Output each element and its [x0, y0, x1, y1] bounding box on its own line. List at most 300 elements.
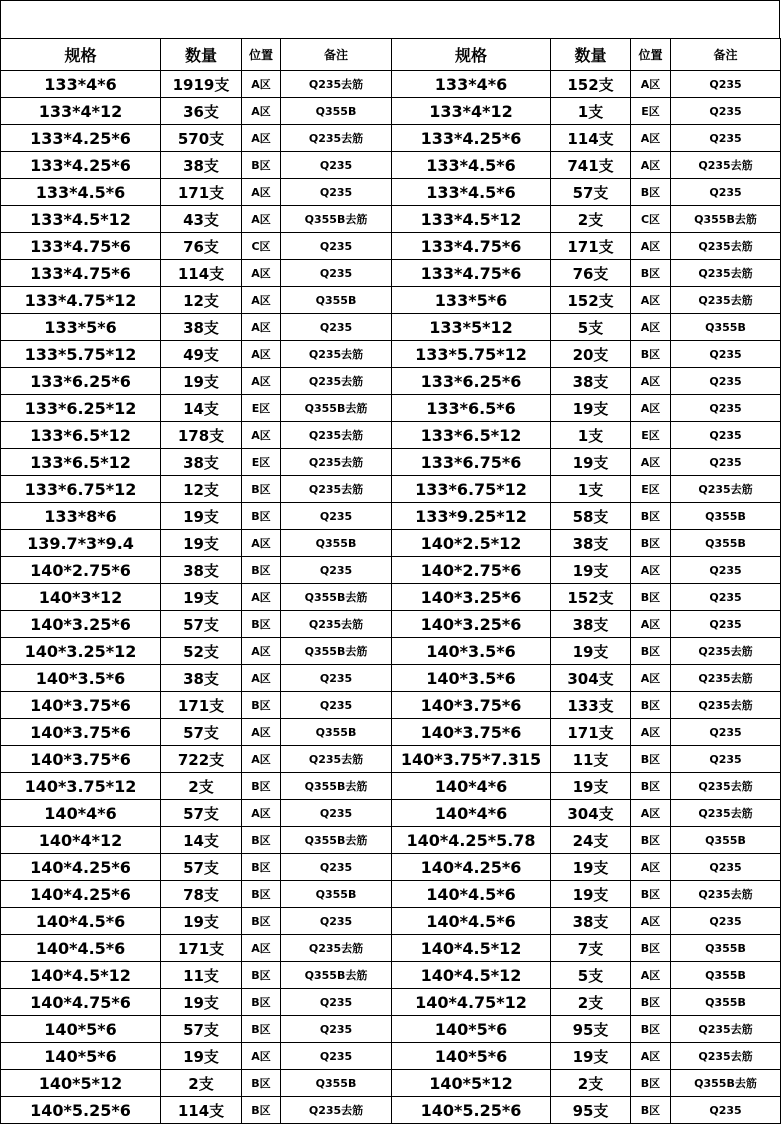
spec-cell-left: 140*4.5*12 [1, 962, 161, 989]
quantity-cell-right: 57支 [551, 179, 631, 206]
position-cell-right: A区 [631, 611, 671, 638]
spec-cell-right: 133*4.5*6 [392, 152, 551, 179]
note-cell-left: Q235 [281, 665, 392, 692]
note-cell-left: Q235去筋 [281, 422, 392, 449]
position-cell-left: A区 [242, 206, 281, 233]
table-row [1, 287, 781, 314]
quantity-cell-left: 12支 [161, 476, 242, 503]
note-cell-right: Q355B去筋 [671, 1070, 781, 1097]
position-cell-left: B区 [242, 854, 281, 881]
spec-cell-right: 133*9.25*12 [392, 503, 551, 530]
note-cell-left: Q235 [281, 260, 392, 287]
spec-cell-left: 140*4.25*6 [1, 881, 161, 908]
spec-cell-left: 140*2.75*6 [1, 557, 161, 584]
table-row [1, 530, 781, 557]
quantity-cell-right: 19支 [551, 773, 631, 800]
note-cell-right: Q235 [671, 395, 781, 422]
note-cell-right: Q235 [671, 341, 781, 368]
position-cell-right: A区 [631, 908, 671, 935]
position-cell-left: B区 [242, 989, 281, 1016]
position-cell-right: A区 [631, 314, 671, 341]
note-cell-left: Q235 [281, 1016, 392, 1043]
position-cell-left: A区 [242, 341, 281, 368]
note-cell-right: Q355B [671, 530, 781, 557]
table-row [1, 638, 781, 665]
quantity-cell-left: 19支 [161, 584, 242, 611]
spec-cell-right: 140*4*6 [392, 800, 551, 827]
position-cell-left: A区 [242, 935, 281, 962]
header-spec-left: 规格 [1, 39, 161, 71]
quantity-cell-left: 19支 [161, 368, 242, 395]
position-cell-right: E区 [631, 422, 671, 449]
note-cell-left: Q235去筋 [281, 449, 392, 476]
table-row [1, 557, 781, 584]
quantity-cell-right: 171支 [551, 719, 631, 746]
quantity-cell-left: 38支 [161, 557, 242, 584]
spec-cell-right: 133*4.75*6 [392, 233, 551, 260]
spec-cell-left: 140*4*6 [1, 800, 161, 827]
spec-cell-left: 140*4*12 [1, 827, 161, 854]
note-cell-right: Q235 [671, 584, 781, 611]
table-row [1, 233, 781, 260]
position-cell-left: A区 [242, 584, 281, 611]
note-cell-left: Q355B去筋 [281, 395, 392, 422]
position-cell-left: A区 [242, 179, 281, 206]
note-cell-right: Q235 [671, 71, 781, 98]
position-cell-right: B区 [631, 935, 671, 962]
position-cell-left: A区 [242, 638, 281, 665]
note-cell-left: Q355B [281, 1070, 392, 1097]
quantity-cell-right: 19支 [551, 638, 631, 665]
note-cell-left: Q355B [281, 98, 392, 125]
spec-cell-left: 133*4.25*6 [1, 125, 161, 152]
position-cell-right: B区 [631, 1097, 671, 1124]
quantity-cell-left: 570支 [161, 125, 242, 152]
note-cell-right: Q355B [671, 989, 781, 1016]
note-cell-right: Q355B [671, 935, 781, 962]
quantity-cell-left: 2支 [161, 1070, 242, 1097]
spec-cell-right: 140*5*12 [392, 1070, 551, 1097]
inventory-table [0, 38, 781, 1124]
quantity-cell-left: 722支 [161, 746, 242, 773]
quantity-cell-right: 11支 [551, 746, 631, 773]
note-cell-left: Q235去筋 [281, 341, 392, 368]
quantity-cell-left: 36支 [161, 98, 242, 125]
position-cell-right: A区 [631, 719, 671, 746]
spec-cell-right: 133*5*6 [392, 287, 551, 314]
position-cell-right: B区 [631, 827, 671, 854]
quantity-cell-right: 19支 [551, 449, 631, 476]
note-cell-left: Q355B [281, 881, 392, 908]
spec-cell-right: 140*3.75*6 [392, 692, 551, 719]
spec-cell-left: 133*4.75*12 [1, 287, 161, 314]
spec-cell-left: 140*3.75*6 [1, 746, 161, 773]
spec-cell-left: 140*3.75*6 [1, 719, 161, 746]
note-cell-right: Q235 [671, 449, 781, 476]
spec-cell-right: 140*4.75*12 [392, 989, 551, 1016]
quantity-cell-left: 2支 [161, 773, 242, 800]
quantity-cell-right: 304支 [551, 800, 631, 827]
position-cell-left: A区 [242, 368, 281, 395]
spec-cell-left: 140*3.25*6 [1, 611, 161, 638]
table-row [1, 422, 781, 449]
note-cell-right: Q235 [671, 854, 781, 881]
spec-cell-left: 133*4.5*6 [1, 179, 161, 206]
note-cell-left: Q235 [281, 800, 392, 827]
note-cell-right: Q235去筋 [671, 260, 781, 287]
spec-cell-left: 140*3.75*6 [1, 692, 161, 719]
quantity-cell-left: 14支 [161, 827, 242, 854]
header-qty-right: 数量 [551, 39, 631, 71]
quantity-cell-left: 1919支 [161, 71, 242, 98]
note-cell-left: Q355B去筋 [281, 962, 392, 989]
quantity-cell-right: 19支 [551, 395, 631, 422]
spec-cell-left: 133*5.75*12 [1, 341, 161, 368]
position-cell-right: B区 [631, 746, 671, 773]
spec-cell-right: 140*3.5*6 [392, 638, 551, 665]
position-cell-right: B区 [631, 260, 671, 287]
spec-cell-right: 140*3.75*6 [392, 719, 551, 746]
table-row [1, 260, 781, 287]
spec-cell-left: 133*6.5*12 [1, 422, 161, 449]
spec-cell-right: 140*4.5*6 [392, 908, 551, 935]
quantity-cell-right: 741支 [551, 152, 631, 179]
quantity-cell-left: 49支 [161, 341, 242, 368]
header-qty-left: 数量 [161, 39, 242, 71]
note-cell-left: Q355B去筋 [281, 773, 392, 800]
position-cell-right: A区 [631, 557, 671, 584]
table-row [1, 368, 781, 395]
table-row [1, 854, 781, 881]
table-row [1, 449, 781, 476]
quantity-cell-left: 78支 [161, 881, 242, 908]
position-cell-right: B区 [631, 530, 671, 557]
position-cell-right: A区 [631, 71, 671, 98]
table-row [1, 314, 781, 341]
note-cell-left: Q235 [281, 557, 392, 584]
table-row [1, 881, 781, 908]
table-row [1, 746, 781, 773]
spec-cell-left: 140*3.75*12 [1, 773, 161, 800]
quantity-cell-right: 171支 [551, 233, 631, 260]
quantity-cell-right: 76支 [551, 260, 631, 287]
table-row [1, 476, 781, 503]
quantity-cell-left: 19支 [161, 908, 242, 935]
quantity-cell-right: 38支 [551, 908, 631, 935]
table-row [1, 1043, 781, 1070]
header-spec-right: 规格 [392, 39, 551, 71]
spec-cell-right: 133*4*12 [392, 98, 551, 125]
spec-cell-right: 133*4.75*6 [392, 260, 551, 287]
position-cell-right: A区 [631, 125, 671, 152]
table-row [1, 1016, 781, 1043]
position-cell-right: A区 [631, 233, 671, 260]
note-cell-left: Q235 [281, 503, 392, 530]
position-cell-left: A区 [242, 530, 281, 557]
note-cell-right: Q235去筋 [671, 638, 781, 665]
position-cell-left: A区 [242, 422, 281, 449]
note-cell-left: Q355B [281, 719, 392, 746]
note-cell-left: Q235去筋 [281, 368, 392, 395]
note-cell-right: Q235 [671, 746, 781, 773]
quantity-cell-right: 24支 [551, 827, 631, 854]
table-row [1, 503, 781, 530]
quantity-cell-left: 14支 [161, 395, 242, 422]
note-cell-left: Q235 [281, 1043, 392, 1070]
spec-cell-left: 133*4*12 [1, 98, 161, 125]
spec-cell-left: 133*4.75*6 [1, 260, 161, 287]
quantity-cell-right: 5支 [551, 314, 631, 341]
note-cell-left: Q235 [281, 854, 392, 881]
quantity-cell-left: 38支 [161, 314, 242, 341]
position-cell-left: A区 [242, 719, 281, 746]
note-cell-right: Q235 [671, 1097, 781, 1124]
position-cell-right: A区 [631, 1043, 671, 1070]
quantity-cell-right: 152支 [551, 71, 631, 98]
position-cell-left: A区 [242, 800, 281, 827]
position-cell-left: B区 [242, 1070, 281, 1097]
quantity-cell-right: 304支 [551, 665, 631, 692]
spec-cell-right: 133*4.5*6 [392, 179, 551, 206]
table-row [1, 179, 781, 206]
note-cell-left: Q235去筋 [281, 935, 392, 962]
quantity-cell-left: 178支 [161, 422, 242, 449]
quantity-cell-right: 133支 [551, 692, 631, 719]
quantity-cell-left: 38支 [161, 152, 242, 179]
quantity-cell-left: 171支 [161, 935, 242, 962]
note-cell-left: Q355B [281, 287, 392, 314]
spec-cell-right: 133*5*12 [392, 314, 551, 341]
note-cell-left: Q235去筋 [281, 71, 392, 98]
spec-cell-left: 140*5*6 [1, 1016, 161, 1043]
note-cell-left: Q235 [281, 692, 392, 719]
header-pos-right: 位置 [631, 39, 671, 71]
header-row [1, 39, 781, 71]
spec-cell-right: 140*4.25*5.78 [392, 827, 551, 854]
spec-cell-left: 133*6.25*12 [1, 395, 161, 422]
position-cell-left: A区 [242, 314, 281, 341]
table-row [1, 1070, 781, 1097]
note-cell-right: Q235 [671, 98, 781, 125]
position-cell-left: B区 [242, 692, 281, 719]
note-cell-right: Q355B [671, 503, 781, 530]
spec-cell-left: 140*5*12 [1, 1070, 161, 1097]
position-cell-left: B区 [242, 827, 281, 854]
spec-cell-right: 140*3.75*7.315 [392, 746, 551, 773]
position-cell-left: B区 [242, 773, 281, 800]
quantity-cell-left: 76支 [161, 233, 242, 260]
note-cell-right: Q235去筋 [671, 233, 781, 260]
note-cell-left: Q235 [281, 908, 392, 935]
spec-cell-right: 140*2.75*6 [392, 557, 551, 584]
table-row [1, 665, 781, 692]
quantity-cell-left: 171支 [161, 692, 242, 719]
table-row [1, 395, 781, 422]
table-row [1, 611, 781, 638]
position-cell-left: C区 [242, 233, 281, 260]
quantity-cell-right: 152支 [551, 287, 631, 314]
quantity-cell-right: 95支 [551, 1016, 631, 1043]
quantity-cell-right: 114支 [551, 125, 631, 152]
quantity-cell-left: 114支 [161, 1097, 242, 1124]
spec-cell-right: 133*6.25*6 [392, 368, 551, 395]
note-cell-left: Q235 [281, 314, 392, 341]
spec-cell-left: 140*3*12 [1, 584, 161, 611]
position-cell-right: A区 [631, 395, 671, 422]
note-cell-left: Q235去筋 [281, 611, 392, 638]
spec-cell-right: 140*5*6 [392, 1016, 551, 1043]
position-cell-right: B区 [631, 638, 671, 665]
quantity-cell-right: 1支 [551, 422, 631, 449]
table-row [1, 800, 781, 827]
note-cell-left: Q235去筋 [281, 125, 392, 152]
position-cell-left: B区 [242, 503, 281, 530]
spec-cell-left: 140*4.75*6 [1, 989, 161, 1016]
note-cell-left: Q235 [281, 233, 392, 260]
table-row [1, 962, 781, 989]
header-note-left: 备注 [281, 39, 392, 71]
position-cell-right: B区 [631, 692, 671, 719]
position-cell-right: B区 [631, 773, 671, 800]
note-cell-right: Q235 [671, 179, 781, 206]
position-cell-left: B区 [242, 1097, 281, 1124]
spec-cell-right: 133*6.75*12 [392, 476, 551, 503]
quantity-cell-right: 38支 [551, 530, 631, 557]
position-cell-right: B区 [631, 1070, 671, 1097]
note-cell-right: Q235去筋 [671, 476, 781, 503]
table-row [1, 341, 781, 368]
note-cell-right: Q355B [671, 962, 781, 989]
position-cell-right: B区 [631, 881, 671, 908]
position-cell-left: A区 [242, 125, 281, 152]
quantity-cell-right: 5支 [551, 962, 631, 989]
quantity-cell-left: 57支 [161, 1016, 242, 1043]
spec-cell-left: 133*6.75*12 [1, 476, 161, 503]
table-row [1, 773, 781, 800]
quantity-cell-left: 114支 [161, 260, 242, 287]
header-note-right: 备注 [671, 39, 781, 71]
quantity-cell-left: 38支 [161, 665, 242, 692]
spec-cell-left: 133*5*6 [1, 314, 161, 341]
position-cell-right: A区 [631, 800, 671, 827]
table-row [1, 152, 781, 179]
table-row [1, 692, 781, 719]
note-cell-left: Q355B [281, 530, 392, 557]
table-row [1, 206, 781, 233]
spec-cell-left: 133*6.25*6 [1, 368, 161, 395]
position-cell-right: A区 [631, 152, 671, 179]
note-cell-right: Q235去筋 [671, 692, 781, 719]
note-cell-right: Q235 [671, 422, 781, 449]
position-cell-left: A区 [242, 98, 281, 125]
position-cell-left: B区 [242, 611, 281, 638]
spec-cell-left: 133*4.75*6 [1, 233, 161, 260]
table-row [1, 71, 781, 98]
quantity-cell-left: 19支 [161, 1043, 242, 1070]
quantity-cell-right: 58支 [551, 503, 631, 530]
quantity-cell-right: 20支 [551, 341, 631, 368]
position-cell-right: B区 [631, 584, 671, 611]
note-cell-right: Q235去筋 [671, 1043, 781, 1070]
note-cell-right: Q235 [671, 719, 781, 746]
spec-cell-right: 133*4*6 [392, 71, 551, 98]
spec-cell-left: 140*4.5*6 [1, 908, 161, 935]
spec-cell-left: 140*3.25*12 [1, 638, 161, 665]
position-cell-left: B区 [242, 476, 281, 503]
table-row [1, 989, 781, 1016]
position-cell-right: A区 [631, 449, 671, 476]
table-row [1, 125, 781, 152]
table-row [1, 719, 781, 746]
table-row [1, 827, 781, 854]
position-cell-left: A区 [242, 287, 281, 314]
note-cell-right: Q235去筋 [671, 881, 781, 908]
spec-cell-right: 140*4.25*6 [392, 854, 551, 881]
spec-cell-right: 133*6.5*6 [392, 395, 551, 422]
note-cell-left: Q235去筋 [281, 1097, 392, 1124]
note-cell-left: Q235去筋 [281, 746, 392, 773]
quantity-cell-left: 19支 [161, 503, 242, 530]
position-cell-left: A区 [242, 260, 281, 287]
quantity-cell-left: 11支 [161, 962, 242, 989]
note-cell-right: Q235 [671, 368, 781, 395]
position-cell-right: B区 [631, 503, 671, 530]
position-cell-left: B区 [242, 962, 281, 989]
position-cell-right: A区 [631, 962, 671, 989]
quantity-cell-right: 38支 [551, 611, 631, 638]
spec-cell-right: 140*5*6 [392, 1043, 551, 1070]
quantity-cell-right: 7支 [551, 935, 631, 962]
quantity-cell-right: 19支 [551, 1043, 631, 1070]
spec-cell-right: 133*6.5*12 [392, 422, 551, 449]
spec-cell-left: 139.7*3*9.4 [1, 530, 161, 557]
position-cell-right: E区 [631, 98, 671, 125]
note-cell-right: Q235去筋 [671, 287, 781, 314]
spec-cell-right: 133*4.5*12 [392, 206, 551, 233]
position-cell-right: A区 [631, 665, 671, 692]
note-cell-right: Q235去筋 [671, 152, 781, 179]
spec-cell-left: 140*4.25*6 [1, 854, 161, 881]
spec-cell-right: 140*5.25*6 [392, 1097, 551, 1124]
quantity-cell-right: 2支 [551, 1070, 631, 1097]
spec-cell-right: 140*3.25*6 [392, 611, 551, 638]
position-cell-right: C区 [631, 206, 671, 233]
spec-cell-right: 140*3.5*6 [392, 665, 551, 692]
note-cell-right: Q235去筋 [671, 773, 781, 800]
quantity-cell-left: 19支 [161, 530, 242, 557]
spec-cell-right: 133*5.75*12 [392, 341, 551, 368]
quantity-cell-right: 2支 [551, 206, 631, 233]
quantity-cell-left: 12支 [161, 287, 242, 314]
note-cell-left: Q355B去筋 [281, 206, 392, 233]
quantity-cell-left: 57支 [161, 719, 242, 746]
spec-cell-right: 133*6.75*6 [392, 449, 551, 476]
spec-cell-left: 133*6.5*12 [1, 449, 161, 476]
spec-cell-left: 133*4.25*6 [1, 152, 161, 179]
note-cell-left: Q235 [281, 179, 392, 206]
position-cell-left: E区 [242, 395, 281, 422]
note-cell-left: Q235去筋 [281, 476, 392, 503]
spec-cell-right: 140*4.5*12 [392, 962, 551, 989]
note-cell-right: Q235 [671, 125, 781, 152]
position-cell-right: A区 [631, 287, 671, 314]
position-cell-left: B区 [242, 1016, 281, 1043]
table-row [1, 98, 781, 125]
note-cell-right: Q235 [671, 611, 781, 638]
note-cell-right: Q235 [671, 557, 781, 584]
position-cell-right: B区 [631, 179, 671, 206]
spec-cell-right: 133*4.25*6 [392, 125, 551, 152]
